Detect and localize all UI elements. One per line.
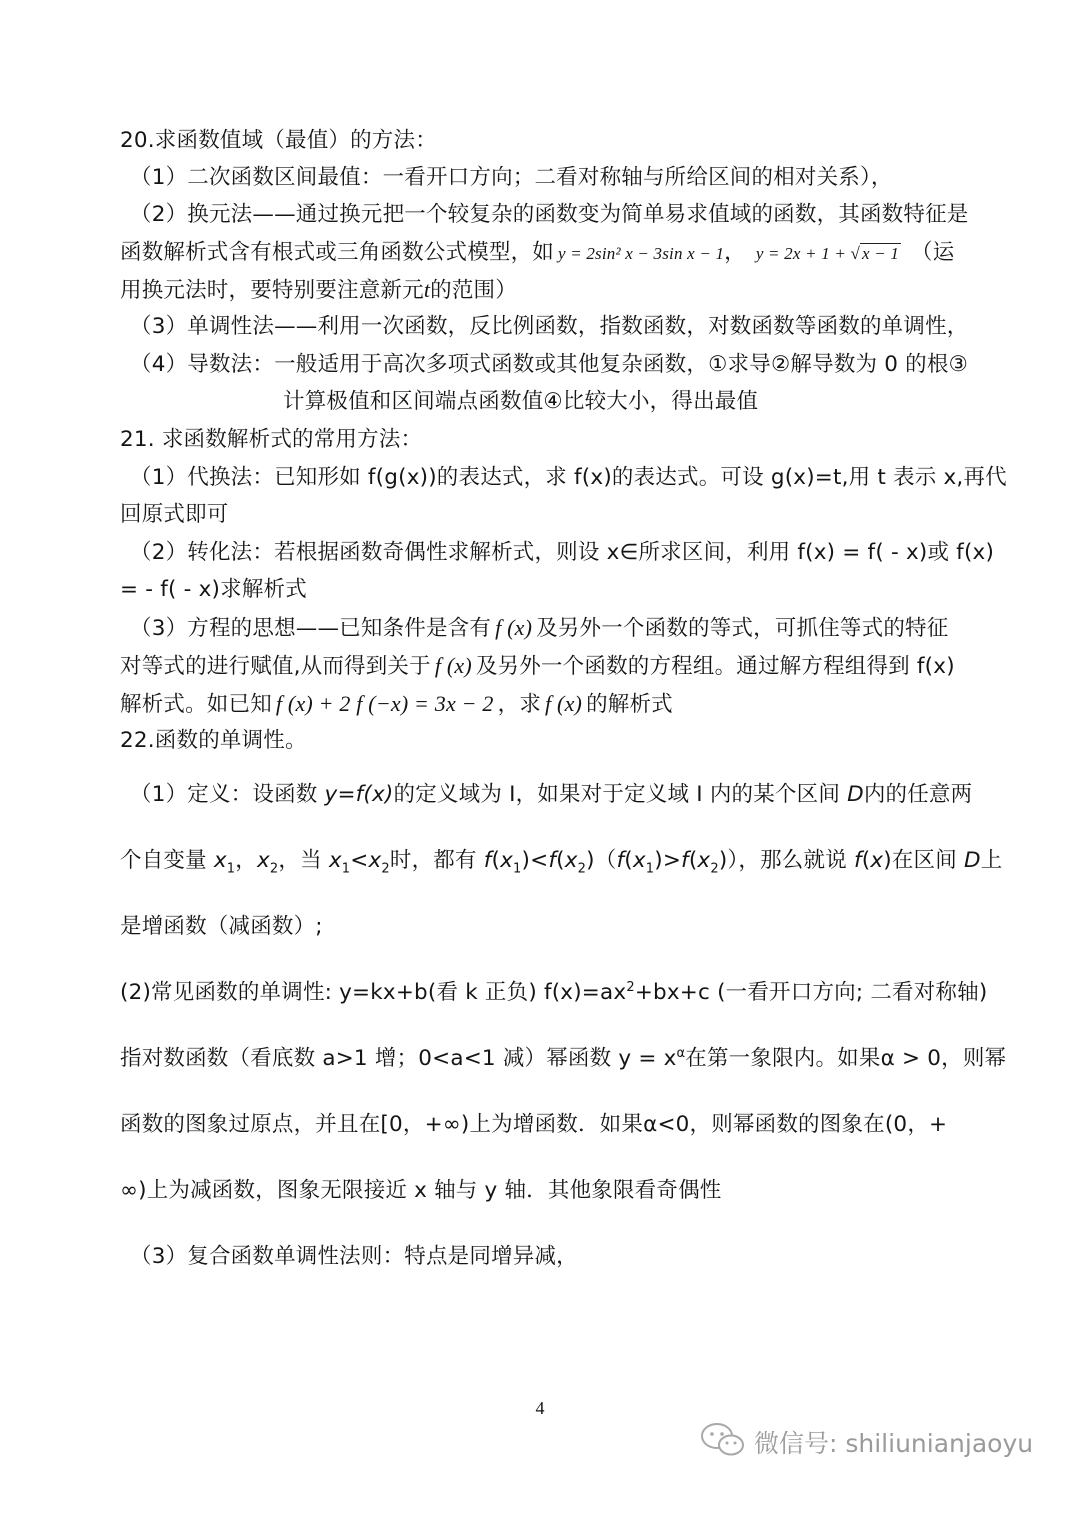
subscript: 2 [269,861,279,877]
section-22-item-3: （3）复合函数单调性法则：特点是同增异减， [130,1244,578,1269]
less-than: < [530,848,549,873]
section-21-item-3-line-2 [120,651,955,682]
section-22-item-1-line-1 [130,780,972,810]
text-run: 个自变量 [120,848,214,873]
section-20-item-2-line-3 [120,275,517,306]
section-22-item-2-line-2 [120,1044,1006,1074]
section-21-title: 21. 求函数解析式的常用方法： [120,427,423,452]
text-run: 在第一象限内。如果α > 0，则幂 [685,1046,1007,1071]
section-20-item-2-line-2 [120,238,954,269]
section-20-item-4-line-2: 计算极值和区间端点函数值④比较大小，得出最值 [283,389,759,414]
subscript: 1 [226,861,236,877]
section-21-item-1-line-1: （1）代换法：已知形如 f(g(x))的表达式，求 f(x)的表达式。可设 g(x)=t,用 t 表示 x,再代 [130,465,1007,490]
text-run: 的解析式 [586,692,673,717]
text-run: 那么就说 [760,848,854,873]
section-22-item-2-line-3: 函数的图象过原点，并且在[0，+∞)上为增函数．如果α<0，则幂函数的图象在(0，+ [120,1112,948,1137]
watermark-text: 微信号: shiliunianjaoyu [754,1429,1034,1458]
formula-y-eq-fx: y=f(x) [324,782,394,807]
section-22-item-1-line-3: 是增函数（减函数）; [120,914,323,939]
text-run: 的定义域为 I，如果对于定义域 I 内的某个区间 [393,782,848,807]
func-f: f [483,848,492,873]
superscript-alpha: α [676,1045,686,1061]
section-21-item-1-line-2: 回原式即可 [120,502,229,527]
superscript: 2 [626,979,635,995]
func-f: f [616,848,625,873]
subscript: 1 [341,861,351,877]
variable-x: x [328,848,342,873]
page-number: 4 [535,1398,545,1418]
text-run: 用换元法时，要特别要注意新元 [120,278,424,303]
text-run: +bx+c (一看开口方向; 二看对称轴) [634,980,988,1005]
subscript: 1 [513,861,522,877]
section-20-item-3: （3）单调性法——利用一次函数，反比例函数，指数函数，对数函数等函数的单调性， [130,314,969,339]
text-run: ，求 [497,692,542,717]
text-run: 在区间 [891,848,964,873]
formula-fx: f (x) [545,691,583,716]
text-run: (2)常见函数的单调性: y=kx+b(看 k 正负) f(x)=ax [120,980,627,1005]
formula-2-part: y = 2x + 1 + [755,244,851,263]
section-22-item-2-line-4: ∞)上为减函数，图象无限接近 x 轴与 y 轴．其他象限看奇偶性 [120,1178,722,1203]
text-run: 时，都有 [389,848,484,873]
formula-equation: f (x) + 2 f (−x) = 3x − 2 [275,691,494,716]
text-run: 及另外一个函数的等式，可抓住等式的特征 [536,616,949,641]
section-22-title: 22.函数的单调性。 [120,728,307,753]
text-run: 函数解析式含有根式或三角函数公式模型，如 [120,240,555,265]
text-run: 解析式。如已知 [120,692,272,717]
variable-x: x [564,848,578,873]
text-run: 及另外一个函数的方程组。通过解方程组得到 f(x) [475,654,955,679]
wechat-icon [700,1422,746,1462]
variable-x: x [870,848,884,873]
watermark [700,1422,1033,1462]
variable-x: x [632,848,646,873]
variable-x: x [500,848,514,873]
variable-D: D [963,848,981,873]
variable-x: x [368,848,382,873]
text-run: ，当 [278,848,329,873]
text-run: （运 [911,240,955,265]
subscript: 2 [577,861,587,877]
formula-fx: f (x) [434,653,472,678]
text-run: 指对数函数（看底数 a>1 增；0<a<1 减）幂函数 y = x [120,1046,677,1071]
text-run: ， [724,240,746,265]
func-f: f [548,848,557,873]
section-22-item-2-line-1 [120,978,987,1008]
section-21-item-3-line-3 [120,689,673,720]
section-22-item-1-line-2: 个自变量 $x_1$，$x_2$，当 $x_1<x_2$时，都有 $f(x_1)<f(x_2)(f(x_1)>f(x_2))$，那么就说 f(x)在区间 D上 [120,848,1003,877]
text-run: 内的任意两 [863,782,973,807]
variable-x: x [256,848,270,873]
text-run: （1）定义：设函数 [130,782,325,807]
section-20-item-4-line-1: （4）导数法：一般适用于高次多项式函数或其他复杂函数，①求导②解导数为 0 的根③ [130,352,969,377]
less-than: < [350,848,369,873]
text-run: 上 [980,848,1003,873]
section-21-item-3-line-1 [130,613,948,644]
formula-1: y = 2sin² x − 3sin x − 1 [558,244,725,263]
formula-fx: f (x) [495,615,533,640]
section-21-item-2-line-2: = - f( - x)求解析式 [120,577,307,602]
variable-x: x [213,848,227,873]
formula-2: y = 2x + 1 + √ x − 1 [755,244,900,263]
subscript: 2 [381,861,390,877]
greater-than: > [662,848,682,873]
section-20-item-1: （1）二次函数区间最值：一看开口方向；二看对称轴与所给区间的相对关系）， [130,165,893,190]
subscript: 1 [645,861,655,877]
func-f: f [853,848,862,873]
variable-t: t [423,277,431,302]
variable-x: x [697,848,711,873]
variable-D: D [847,782,864,807]
formula-2-radicand: x − 1 [862,244,900,263]
text-run: 对等式的进行赋值,从而得到关于 [120,654,431,679]
text-run: ， [235,848,257,873]
section-20-title: 20.求函数值域（最值）的方法： [120,128,437,153]
subscript: 2 [710,861,719,877]
section-20-item-2-line-1: （2）换元法——通过换元把一个较复杂的函数变为简单易求值域的函数，其函数特征是 [130,202,969,227]
text-run: （3）方程的思想——已知条件是含有 [130,616,492,641]
text-run: 的范围） [430,278,517,303]
func-f: f [681,848,689,873]
section-21-item-2-line-1: （2）转化法：若根据函数奇偶性求解析式，则设 x∈所求区间，利用 f(x) = f( - x)或 f(x) [130,540,995,565]
